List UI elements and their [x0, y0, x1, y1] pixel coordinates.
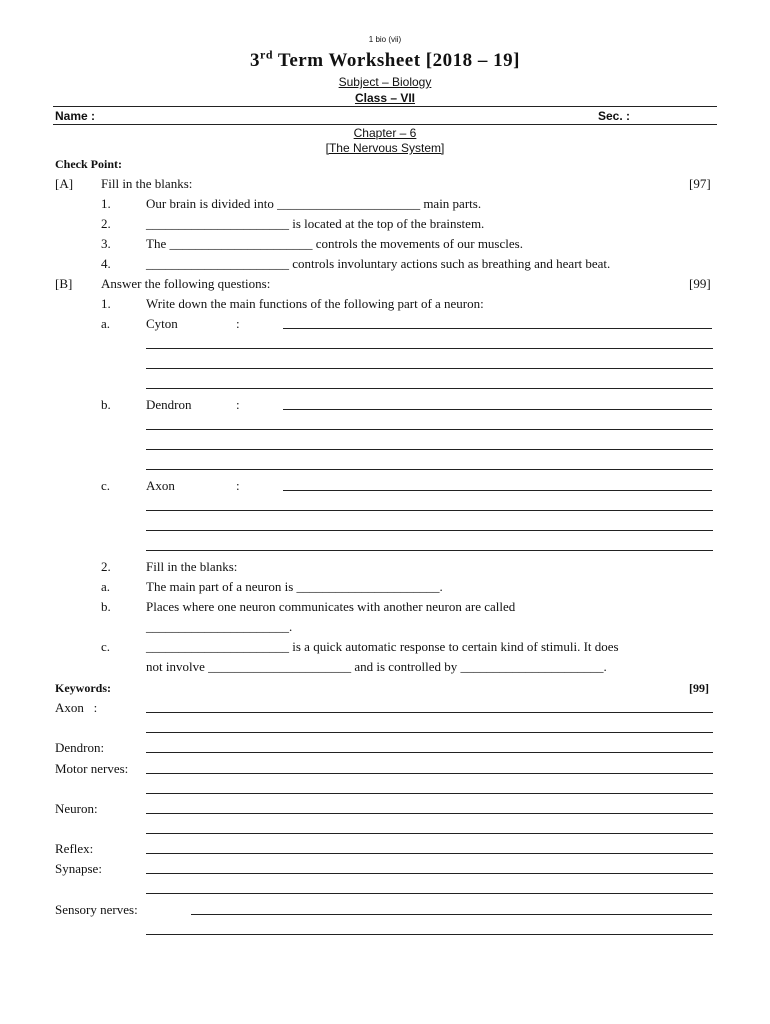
section-a-tag: [A]	[55, 176, 74, 191]
a-item-2-num: 2.	[101, 216, 111, 231]
name-label: Name :	[55, 109, 96, 123]
a-item-1-num: 1.	[101, 196, 111, 211]
answer-line[interactable]	[146, 873, 713, 874]
answer-line[interactable]	[146, 853, 713, 854]
b-q1-num: 1.	[101, 296, 111, 311]
header-top-rule	[53, 106, 717, 107]
a-item-1-text: Our brain is divided into ______________________ main parts.	[146, 196, 482, 211]
keywords-marks: [99]	[689, 681, 709, 695]
section-b-marks: [99]	[689, 276, 711, 291]
answer-line[interactable]	[146, 429, 713, 430]
keywords-heading: Keywords:	[55, 681, 111, 695]
page-code: 1 bio (vii)	[368, 35, 402, 44]
section-b-heading: Answer the following questions:	[101, 276, 271, 291]
page-title: 3rd Term Worksheet [2018 – 19]	[250, 47, 520, 71]
answer-line[interactable]	[146, 530, 713, 531]
fill-b-letter: b.	[101, 599, 111, 614]
sec-label: Sec. :	[598, 109, 631, 123]
part-c-label: Axon	[146, 478, 175, 493]
section-a-marks: [97]	[689, 176, 711, 191]
subject-line: Subject – Biology	[338, 75, 432, 89]
answer-line[interactable]	[146, 388, 713, 389]
chapter-title: [The Nervous System]	[325, 141, 445, 155]
answer-line[interactable]	[146, 469, 713, 470]
b-q1-text: Write down the main functions of the following part of a neuron:	[146, 296, 484, 311]
header-bottom-rule	[53, 124, 717, 125]
a-item-3-num: 3.	[101, 236, 111, 251]
part-b-letter: b.	[101, 397, 111, 412]
part-a-label: Cyton	[146, 316, 178, 331]
answer-line[interactable]	[283, 490, 712, 491]
keyword-neuron: Neuron:	[55, 801, 98, 816]
a-item-3-text: The ______________________ controls the movements of our muscles.	[146, 236, 523, 251]
answer-line[interactable]	[146, 793, 713, 794]
answer-line[interactable]	[146, 348, 713, 349]
fill-b-text: Places where one neuron communicates with another neuron are called	[146, 599, 516, 614]
chapter-number: Chapter – 6	[353, 126, 417, 140]
b-q2-num: 2.	[101, 559, 111, 574]
fill-c-text2: not involve ______________________ and is controlled by ______________________.	[146, 659, 607, 674]
section-b-tag: [B]	[55, 276, 73, 291]
keyword-axon: Axon :	[55, 700, 98, 715]
answer-line[interactable]	[146, 893, 713, 894]
part-c-colon: :	[236, 478, 240, 493]
a-item-4-num: 4.	[101, 256, 111, 271]
section-a-heading: Fill in the blanks:	[101, 176, 193, 191]
part-a-colon: :	[236, 316, 240, 331]
keyword-motor-nerves: Motor nerves:	[55, 761, 129, 776]
answer-line[interactable]	[146, 732, 713, 733]
keyword-reflex: Reflex:	[55, 841, 94, 856]
answer-line[interactable]	[146, 813, 713, 814]
part-c-letter: c.	[101, 478, 111, 493]
b-q2-text: Fill in the blanks:	[146, 559, 238, 574]
fill-c-text: ______________________ is a quick automatic response to certain kind of stimuli. It does	[146, 639, 619, 654]
fill-a-letter: a.	[101, 579, 111, 594]
answer-line[interactable]	[146, 449, 713, 450]
fill-c-letter: c.	[101, 639, 111, 654]
answer-line[interactable]	[146, 833, 713, 834]
answer-line[interactable]	[146, 368, 713, 369]
answer-line[interactable]	[283, 409, 712, 410]
part-a-letter: a.	[101, 316, 111, 331]
a-item-2-text: ______________________ is located at the top of the brainstem.	[146, 216, 485, 231]
answer-line[interactable]	[146, 712, 713, 713]
keyword-dendron: Dendron:	[55, 740, 105, 755]
keyword-sensory-nerves: Sensory nerves:	[55, 902, 138, 917]
class-line: Class – VII	[354, 91, 416, 105]
answer-line[interactable]	[146, 510, 713, 511]
fill-a-text: The main part of a neuron is ______________________.	[146, 579, 443, 594]
fill-b-text2: ______________________.	[146, 619, 293, 634]
answer-line[interactable]	[146, 773, 713, 774]
answer-line[interactable]	[146, 752, 713, 753]
part-b-colon: :	[236, 397, 240, 412]
checkpoint-label: Check Point:	[55, 157, 122, 171]
a-item-4-text: ______________________ controls involuntary actions such as breathing and heart beat.	[146, 256, 611, 271]
keyword-synapse: Synapse:	[55, 861, 102, 876]
answer-line[interactable]	[146, 550, 713, 551]
answer-line[interactable]	[191, 914, 712, 915]
part-b-label: Dendron	[146, 397, 192, 412]
answer-line[interactable]	[146, 934, 713, 935]
answer-line[interactable]	[283, 328, 712, 329]
